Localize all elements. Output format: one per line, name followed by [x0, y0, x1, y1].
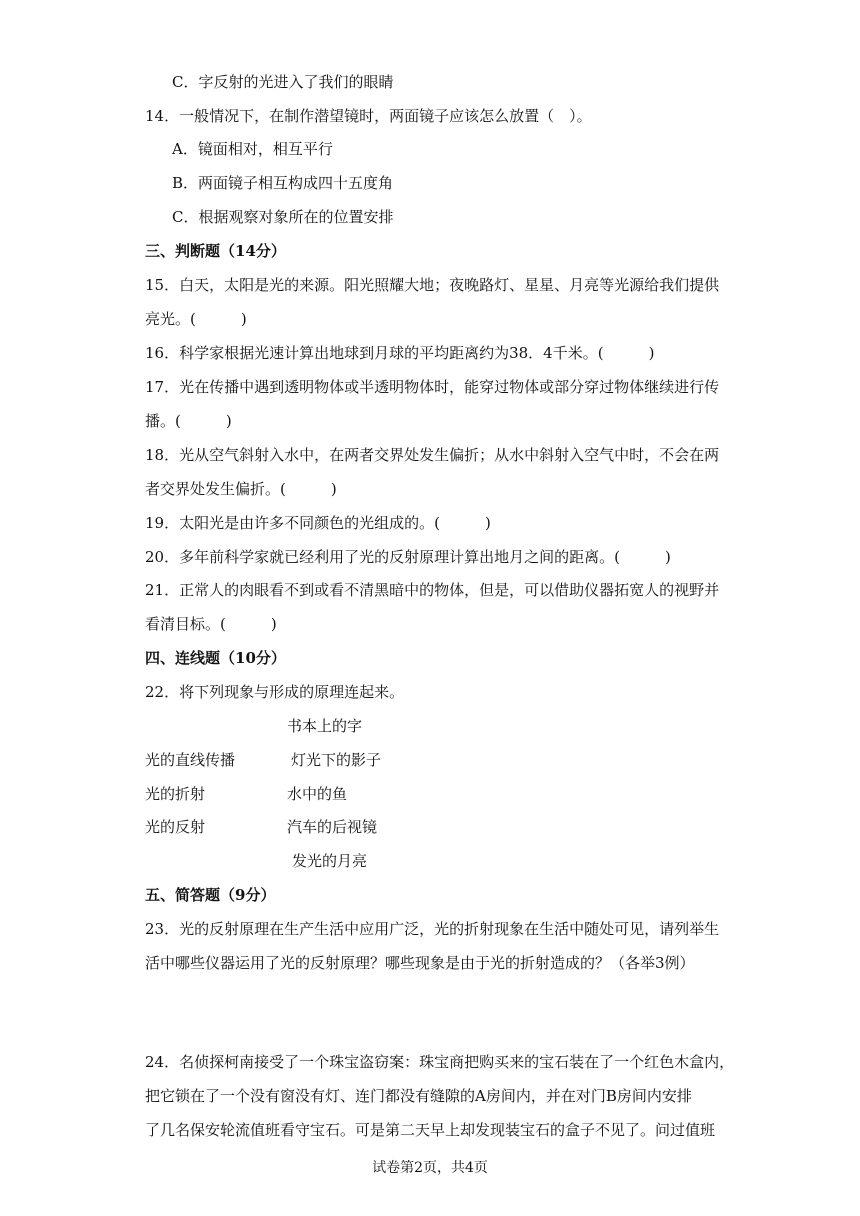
q14-option-b: B．两面镜子相互构成四十五度角	[172, 174, 394, 192]
q21-line1: 21．正常人的肉眼看不到或看不清黑暗中的物体，但是，可以借助仪器拓宽人的视野并	[145, 581, 720, 599]
q15-line2: 亮光。( )	[145, 310, 247, 328]
q23-line2: 活中哪些仪器运用了光的反射原理？哪些现象是由于光的折射造成的？（各举3例）	[145, 954, 695, 972]
q17-line1: 17．光在传播中遇到透明物体或半透明物体时，能穿过物体或部分穿过物体继续进行传	[145, 378, 720, 396]
principle-item: 光的折射	[145, 785, 206, 803]
q24-line3: 了几名保安轮流值班看守宝石。可是第二天早上却发现装宝石的盒子不见了。问过值班	[145, 1121, 716, 1139]
phenomenon-item: 灯光下的影子	[291, 751, 382, 769]
q18-line1: 18．光从空气斜射入水中，在两者交界处发生偏折；从水中斜射入空气中时，不会在两	[145, 446, 720, 464]
principle-item: 光的直线传播	[145, 751, 236, 769]
phenomenon-item: 书本上的字	[287, 717, 363, 735]
q22-stem: 22．将下列现象与形成的原理连起来。	[145, 683, 405, 701]
q24-line2: 把它锁在了一个没有窗没有灯、连门都没有缝隙的A房间内，并在对门B房间内安排	[145, 1087, 692, 1105]
q18-line2: 者交界处发生偏折。( )	[145, 480, 337, 498]
q13-option-c: C．字反射的光进入了我们的眼睛	[172, 73, 394, 91]
section-5-heading: 五、简答题（9分）	[145, 886, 276, 904]
q23-line1: 23．光的反射原理在生产生活中应用广泛，光的折射现象在生活中随处可见，请列举生	[145, 920, 720, 938]
principle-item: 光的反射	[145, 818, 206, 836]
phenomenon-item: 发光的月亮	[292, 852, 368, 870]
q15-line1: 15．白天，太阳是光的来源。阳光照耀大地；夜晚路灯、星星、月亮等光源给我们提供	[145, 276, 720, 294]
section-3-heading: 三、判断题（14分）	[145, 242, 286, 260]
phenomenon-item: 汽车的后视镜	[287, 818, 378, 836]
q14-option-a: A．镜面相对，相互平行	[172, 140, 333, 158]
phenomenon-item: 水中的鱼	[287, 785, 348, 803]
q21-line2: 看清目标。( )	[145, 615, 277, 633]
q14-option-c: C．根据观察对象所在的位置安排	[172, 208, 394, 226]
q20: 20．多年前科学家就已经利用了光的反射原理计算出地月之间的距离。( )	[145, 548, 671, 566]
q19: 19．太阳光是由许多不同颜色的光组成的。( )	[145, 514, 491, 532]
q14-stem: 14．一般情况下，在制作潜望镜时，两面镜子应该怎么放置（ ）。	[145, 107, 592, 125]
q16: 16．科学家根据光速计算出地球到月球的平均距离约为38．4千米。( )	[145, 344, 655, 362]
page-footer: 试卷第2页，共4页	[372, 1160, 488, 1176]
section-4-heading: 四、连线题（10分）	[145, 649, 286, 667]
q17-line2: 播。( )	[145, 412, 232, 430]
q24-line1: 24．名侦探柯南接受了一个珠宝盗窃案：珠宝商把购买来的宝石装在了一个红色木盒内，	[145, 1053, 735, 1071]
